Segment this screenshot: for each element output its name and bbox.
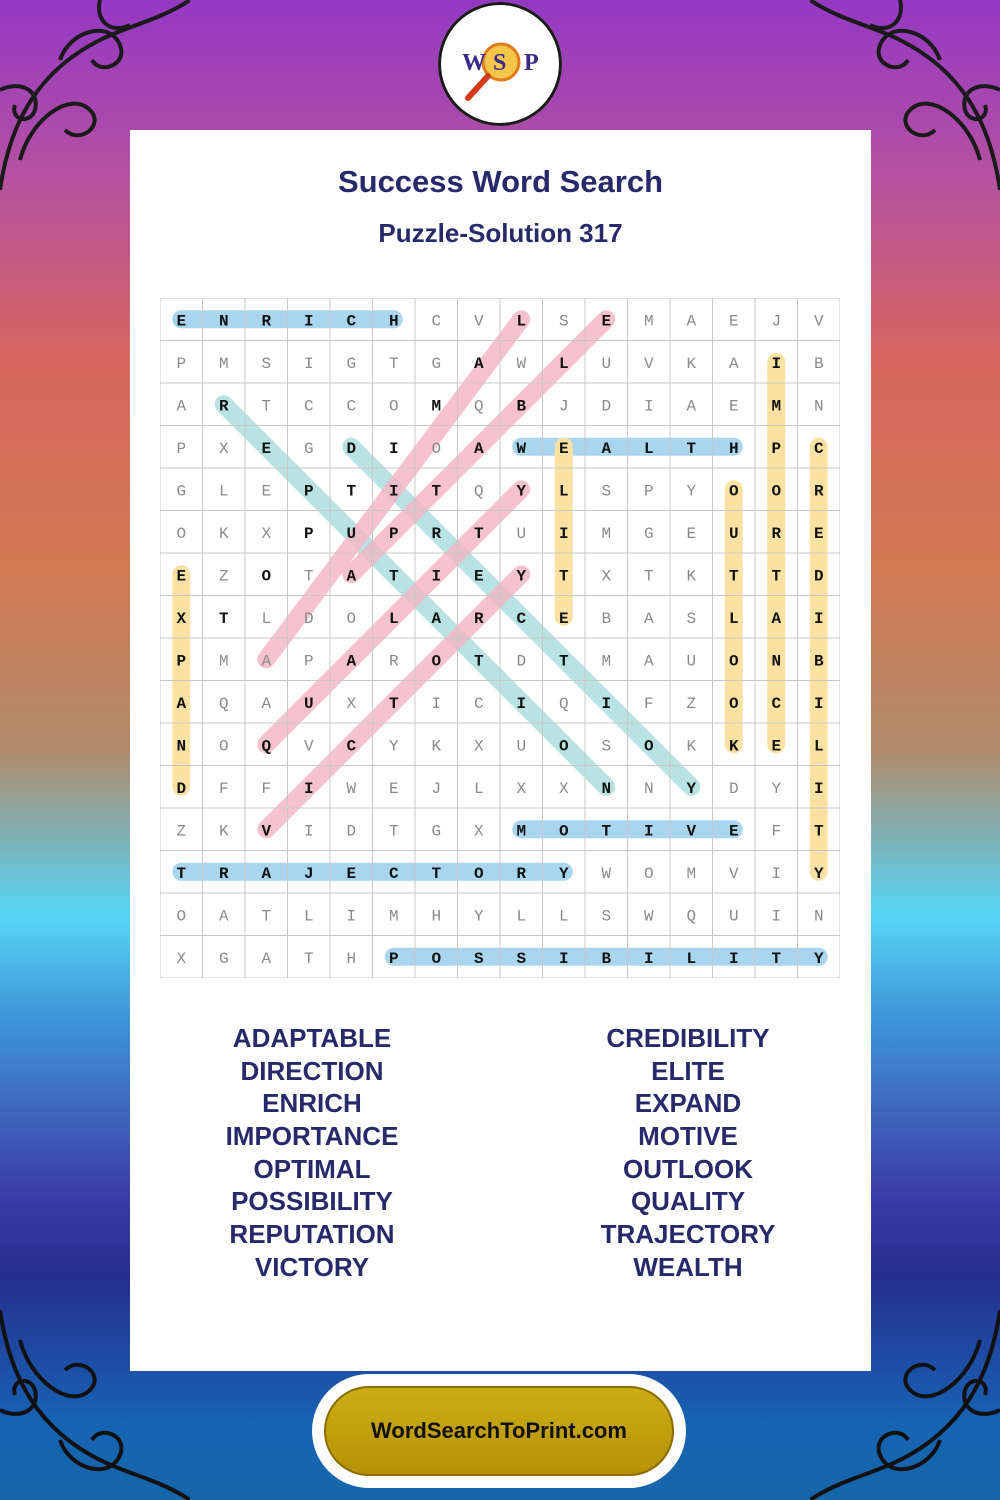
grid-cell[interactable]: K bbox=[218, 822, 229, 841]
grid-cell[interactable]: F bbox=[771, 822, 782, 841]
grid-cell[interactable]: W bbox=[516, 354, 527, 373]
grid-cell[interactable]: I bbox=[388, 482, 399, 501]
grid-cell[interactable]: J bbox=[558, 397, 569, 416]
grid-cell[interactable]: I bbox=[643, 397, 654, 416]
word-list-item: IMPORTANCE bbox=[225, 1121, 399, 1152]
grid-cell[interactable]: A bbox=[473, 439, 484, 458]
grid-cell[interactable]: I bbox=[346, 907, 357, 926]
grid-cell[interactable]: F bbox=[261, 779, 272, 798]
grid-cell[interactable]: U bbox=[516, 524, 527, 543]
grid-cell[interactable]: O bbox=[558, 737, 569, 756]
grid-cell[interactable]: C bbox=[303, 397, 314, 416]
grid-cell[interactable]: Y bbox=[686, 779, 697, 798]
grid-cell[interactable]: T bbox=[473, 652, 484, 671]
grid-cell[interactable]: A bbox=[346, 567, 357, 586]
grid-cell[interactable]: T bbox=[303, 949, 314, 968]
grid-cell[interactable]: C bbox=[346, 737, 357, 756]
grid-cell[interactable]: T bbox=[601, 822, 612, 841]
grid-cell[interactable]: O bbox=[388, 397, 399, 416]
grid-cell[interactable]: N bbox=[643, 779, 654, 798]
grid-cell[interactable]: V bbox=[303, 737, 314, 756]
grid-cell[interactable]: U bbox=[303, 694, 314, 713]
grid-cell[interactable]: X bbox=[473, 822, 484, 841]
grid-cell[interactable]: K bbox=[728, 737, 739, 756]
grid-cell[interactable]: X bbox=[516, 779, 527, 798]
grid-cell[interactable]: G bbox=[218, 949, 229, 968]
grid-cell[interactable]: O bbox=[771, 482, 782, 501]
grid-cell[interactable]: B bbox=[516, 397, 527, 416]
grid-cell[interactable]: T bbox=[261, 397, 272, 416]
word-list-item: ELITE bbox=[651, 1055, 725, 1086]
grid-cell[interactable]: T bbox=[728, 567, 739, 586]
grid-cell[interactable]: D bbox=[728, 779, 739, 798]
grid-cell[interactable]: R bbox=[771, 524, 782, 543]
grid-cell[interactable]: N bbox=[813, 907, 824, 926]
grid-cell[interactable]: Z bbox=[686, 694, 697, 713]
grid-cell[interactable]: L bbox=[303, 907, 314, 926]
grid-cell[interactable]: X bbox=[473, 737, 484, 756]
grid-cell[interactable]: K bbox=[686, 354, 697, 373]
grid-cell[interactable]: S bbox=[601, 737, 612, 756]
grid-cell[interactable]: F bbox=[643, 694, 654, 713]
grid-cell[interactable]: K bbox=[686, 737, 697, 756]
word-list-item: OUTLOOK bbox=[623, 1153, 753, 1184]
grid-cell[interactable]: U bbox=[728, 524, 739, 543]
grid-cell[interactable]: A bbox=[643, 652, 654, 671]
grid-cell[interactable]: I bbox=[303, 354, 314, 373]
grid-cell[interactable]: I bbox=[643, 949, 654, 968]
grid-cell[interactable]: D bbox=[813, 567, 824, 586]
grid-cell[interactable]: Y bbox=[558, 864, 569, 883]
grid-cell[interactable]: A bbox=[176, 694, 187, 713]
grid-cell[interactable]: E bbox=[176, 312, 187, 331]
grid-cell[interactable]: P bbox=[388, 949, 399, 968]
grid-cell[interactable]: N bbox=[176, 737, 187, 756]
grid-cell[interactable]: E bbox=[813, 524, 824, 543]
grid-cell[interactable]: H bbox=[388, 312, 399, 331]
logo-letter-w: W bbox=[462, 50, 486, 76]
grid-cell[interactable]: P bbox=[303, 652, 314, 671]
grid-cell[interactable]: O bbox=[431, 949, 442, 968]
grid-cell[interactable]: L bbox=[686, 949, 697, 968]
word-list-item: OPTIMAL bbox=[253, 1153, 371, 1184]
grid-cell[interactable]: Y bbox=[686, 482, 697, 501]
grid-cell[interactable]: R bbox=[261, 312, 272, 331]
grid-cell[interactable]: T bbox=[771, 567, 782, 586]
grid-cell[interactable]: A bbox=[261, 694, 272, 713]
grid-cell[interactable]: S bbox=[473, 949, 484, 968]
grid-cell[interactable]: A bbox=[261, 864, 272, 883]
grid-cell[interactable]: M bbox=[218, 354, 229, 373]
grid-cell[interactable]: P bbox=[388, 524, 399, 543]
grid-cell[interactable]: N bbox=[771, 652, 782, 671]
word-search-grid bbox=[160, 298, 840, 978]
grid-cell[interactable]: D bbox=[601, 397, 612, 416]
grid-cell[interactable]: Y bbox=[516, 567, 527, 586]
grid-cell[interactable]: P bbox=[771, 439, 782, 458]
grid-cell[interactable]: T bbox=[218, 609, 229, 628]
grid-cell[interactable]: R bbox=[218, 864, 229, 883]
grid-cell[interactable]: E bbox=[601, 312, 612, 331]
grid-cell[interactable]: I bbox=[771, 354, 782, 373]
grid-cell[interactable]: Q bbox=[686, 907, 697, 926]
grid-cell[interactable]: J bbox=[771, 312, 782, 331]
grid-cell[interactable]: W bbox=[601, 864, 612, 883]
grid-cell[interactable]: C bbox=[473, 694, 484, 713]
grid-cell[interactable]: Z bbox=[176, 822, 187, 841]
grid-cell[interactable]: I bbox=[813, 609, 824, 628]
grid-cell[interactable]: A bbox=[686, 312, 697, 331]
grid-cell[interactable]: N bbox=[601, 779, 612, 798]
grid-cell[interactable]: C bbox=[346, 397, 357, 416]
grid-cell[interactable]: H bbox=[431, 907, 442, 926]
grid-cell[interactable]: T bbox=[388, 694, 399, 713]
grid-cell[interactable]: A bbox=[346, 652, 357, 671]
grid-cell[interactable]: I bbox=[431, 567, 442, 586]
grid-cell[interactable]: Z bbox=[218, 567, 229, 586]
grid-cell[interactable]: T bbox=[176, 864, 187, 883]
grid-cell[interactable]: Y bbox=[516, 482, 527, 501]
grid-cell[interactable]: C bbox=[516, 609, 527, 628]
grid-cell[interactable]: D bbox=[346, 439, 357, 458]
grid-cell[interactable]: Y bbox=[388, 737, 399, 756]
grid-cell[interactable]: I bbox=[771, 907, 782, 926]
grid-cell[interactable]: E bbox=[261, 439, 272, 458]
grid-cell[interactable]: J bbox=[303, 864, 314, 883]
word-list-item: POSSIBILITY bbox=[231, 1186, 393, 1217]
word-list-item: ENRICH bbox=[262, 1088, 362, 1119]
grid-cell[interactable]: O bbox=[728, 694, 739, 713]
grid-cell[interactable]: U bbox=[601, 354, 612, 373]
grid-cell[interactable]: E bbox=[558, 439, 569, 458]
grid-cell[interactable]: O bbox=[176, 524, 187, 543]
grid-cell[interactable]: H bbox=[728, 439, 739, 458]
grid-cell[interactable]: M bbox=[388, 907, 399, 926]
grid-cell[interactable]: I bbox=[516, 694, 527, 713]
grid-cell[interactable]: T bbox=[303, 567, 314, 586]
grid-cell[interactable]: B bbox=[813, 652, 824, 671]
grid-cell[interactable]: M bbox=[771, 397, 782, 416]
grid-cell[interactable]: T bbox=[388, 567, 399, 586]
grid-cell[interactable]: I bbox=[728, 949, 739, 968]
site-link[interactable]: WordSearchToPrint.com bbox=[324, 1386, 674, 1476]
grid-cell[interactable]: O bbox=[643, 737, 654, 756]
grid-cell[interactable]: D bbox=[303, 609, 314, 628]
grid-cell[interactable]: G bbox=[431, 822, 442, 841]
grid-cell[interactable]: X bbox=[346, 694, 357, 713]
grid-cell[interactable]: I bbox=[558, 949, 569, 968]
grid-cell[interactable]: H bbox=[346, 949, 357, 968]
grid-cell[interactable]: A bbox=[261, 949, 272, 968]
grid-cell[interactable]: T bbox=[813, 822, 824, 841]
grid-cell[interactable]: X bbox=[261, 524, 272, 543]
grid-cell[interactable]: M bbox=[686, 864, 697, 883]
magnifier-logo-icon bbox=[438, 2, 562, 126]
grid-cell[interactable]: S bbox=[686, 609, 697, 628]
grid-cell[interactable]: L bbox=[261, 609, 272, 628]
grid-cell[interactable]: Q bbox=[473, 482, 484, 501]
grid-cell[interactable]: S bbox=[601, 482, 612, 501]
grid-cell[interactable]: K bbox=[686, 567, 697, 586]
grid-cell[interactable]: E bbox=[388, 779, 399, 798]
grid-cell[interactable]: T bbox=[558, 567, 569, 586]
grid-cell[interactable]: T bbox=[261, 907, 272, 926]
grid-cell[interactable]: M bbox=[218, 652, 229, 671]
word-list-item: ADAPTABLE bbox=[232, 1023, 392, 1053]
grid-cell[interactable]: B bbox=[601, 949, 612, 968]
grid-cell[interactable]: T bbox=[346, 482, 357, 501]
grid-cell[interactable]: W bbox=[516, 439, 527, 458]
grid-cell[interactable]: O bbox=[643, 864, 654, 883]
grid-cell[interactable]: I bbox=[558, 524, 569, 543]
grid-cell[interactable]: E bbox=[771, 737, 782, 756]
grid-cell[interactable]: D bbox=[346, 822, 357, 841]
grid-cell[interactable]: O bbox=[473, 864, 484, 883]
grid-cell[interactable]: Q bbox=[261, 737, 272, 756]
grid-cell[interactable]: R bbox=[388, 652, 399, 671]
grid-cell[interactable]: K bbox=[431, 737, 442, 756]
word-list-left bbox=[162, 1022, 462, 1284]
grid-cell[interactable]: V bbox=[728, 864, 739, 883]
grid-cell[interactable]: E bbox=[261, 482, 272, 501]
grid-cell[interactable]: S bbox=[601, 907, 612, 926]
grid-cell[interactable]: E bbox=[728, 312, 739, 331]
grid-cell[interactable]: U bbox=[516, 737, 527, 756]
grid-cell[interactable]: E bbox=[176, 567, 187, 586]
grid-cell[interactable]: M bbox=[601, 524, 612, 543]
grid-cell[interactable]: A bbox=[728, 354, 739, 373]
grid-cell[interactable]: K bbox=[218, 524, 229, 543]
grid-cell[interactable]: T bbox=[473, 524, 484, 543]
grid-cell[interactable]: V bbox=[813, 312, 824, 331]
grid-cell[interactable]: O bbox=[176, 907, 187, 926]
grid-cell[interactable]: V bbox=[643, 354, 654, 373]
grid-cell[interactable]: I bbox=[771, 864, 782, 883]
grid-cell[interactable]: P bbox=[176, 439, 187, 458]
grid-cell[interactable]: I bbox=[643, 822, 654, 841]
grid-cell[interactable]: N bbox=[813, 397, 824, 416]
grid-cell[interactable]: O bbox=[261, 567, 272, 586]
grid-cell[interactable]: F bbox=[218, 779, 229, 798]
grid-cell[interactable]: X bbox=[176, 609, 187, 628]
grid-cell[interactable]: T bbox=[431, 482, 442, 501]
grid-cell[interactable]: I bbox=[431, 694, 442, 713]
grid-cell[interactable]: P bbox=[303, 482, 314, 501]
grid-cell[interactable]: A bbox=[771, 609, 782, 628]
grid-cell[interactable]: A bbox=[218, 907, 229, 926]
grid-cell[interactable]: C bbox=[431, 312, 442, 331]
grid-cell[interactable]: U bbox=[346, 524, 357, 543]
grid-cell[interactable]: Y bbox=[813, 949, 824, 968]
grid-cell[interactable]: A bbox=[261, 652, 272, 671]
word-list-item: EXPAND bbox=[634, 1088, 742, 1119]
grid-cell[interactable]: Q bbox=[473, 397, 484, 416]
grid-cell[interactable]: X bbox=[558, 779, 569, 798]
grid-cell[interactable]: P bbox=[176, 354, 187, 373]
grid-cell[interactable]: P bbox=[643, 482, 654, 501]
grid-cell[interactable]: D bbox=[516, 652, 527, 671]
word-list-item: TRAJECTORY bbox=[600, 1219, 776, 1250]
grid-cell[interactable]: R bbox=[473, 609, 484, 628]
grid-cell[interactable]: U bbox=[728, 907, 739, 926]
grid-cell[interactable]: X bbox=[218, 439, 229, 458]
grid-cell[interactable]: L bbox=[813, 737, 824, 756]
grid-cell[interactable]: I bbox=[303, 822, 314, 841]
grid-cell[interactable]: Y bbox=[473, 907, 484, 926]
grid-cell[interactable]: L bbox=[516, 312, 527, 331]
grid-cell[interactable]: R bbox=[218, 397, 229, 416]
grid-cell[interactable]: B bbox=[813, 354, 824, 373]
grid-cell[interactable]: S bbox=[516, 949, 527, 968]
grid-cell[interactable]: G bbox=[346, 354, 357, 373]
grid-cell[interactable]: X bbox=[176, 949, 187, 968]
grid-cell[interactable]: O bbox=[431, 439, 442, 458]
grid-cell[interactable]: O bbox=[431, 652, 442, 671]
logo-letter-p: P bbox=[524, 50, 539, 76]
grid-cell[interactable]: R bbox=[516, 864, 527, 883]
grid-cell[interactable]: E bbox=[558, 609, 569, 628]
grid-cell[interactable]: Y bbox=[771, 779, 782, 798]
word-list-item: CREDIBILITY bbox=[606, 1023, 770, 1053]
grid-cell[interactable]: O bbox=[346, 609, 357, 628]
grid-cell[interactable]: T bbox=[388, 822, 399, 841]
grid-cell[interactable]: R bbox=[431, 524, 442, 543]
grid-cell[interactable]: O bbox=[728, 652, 739, 671]
grid-cell[interactable]: C bbox=[771, 694, 782, 713]
word-list-right bbox=[538, 1022, 838, 1284]
grid-cell[interactable]: I bbox=[303, 779, 314, 798]
grid-cell[interactable]: E bbox=[346, 864, 357, 883]
grid-cell[interactable]: E bbox=[473, 567, 484, 586]
grid-cell[interactable]: L bbox=[643, 439, 654, 458]
grid-cell[interactable]: V bbox=[261, 822, 272, 841]
grid-cell[interactable]: O bbox=[558, 822, 569, 841]
logo-letter-s: S bbox=[493, 50, 507, 76]
grid-cell[interactable]: I bbox=[303, 312, 314, 331]
grid-cell[interactable]: M bbox=[643, 312, 654, 331]
grid-cell[interactable]: J bbox=[431, 779, 442, 798]
grid-cell[interactable]: P bbox=[303, 524, 314, 543]
grid-cell[interactable]: Q bbox=[558, 694, 569, 713]
grid-cell[interactable]: A bbox=[473, 354, 484, 373]
grid-cell[interactable]: E bbox=[728, 397, 739, 416]
word-list-item: QUALITY bbox=[630, 1186, 746, 1217]
grid-cell[interactable]: W bbox=[346, 779, 357, 798]
grid-cell[interactable]: T bbox=[643, 567, 654, 586]
grid-cell[interactable]: V bbox=[686, 822, 697, 841]
grid-cell[interactable]: L bbox=[558, 354, 569, 373]
grid-cell[interactable]: A bbox=[176, 397, 187, 416]
word-list-item: REPUTATION bbox=[229, 1219, 395, 1250]
grid-cell[interactable]: E bbox=[728, 822, 739, 841]
grid-cell[interactable]: A bbox=[686, 397, 697, 416]
grid-cell[interactable]: I bbox=[813, 779, 824, 798]
grid-cell[interactable]: M bbox=[516, 822, 527, 841]
grid-cell[interactable]: G bbox=[431, 354, 442, 373]
grid-cell[interactable]: L bbox=[558, 907, 569, 926]
grid-cell[interactable]: L bbox=[516, 907, 527, 926]
grid-cell[interactable]: L bbox=[728, 609, 739, 628]
grid-cell[interactable]: S bbox=[558, 312, 569, 331]
grid-cell[interactable]: L bbox=[473, 779, 484, 798]
grid-cell[interactable]: A bbox=[431, 609, 442, 628]
grid-cell[interactable]: N bbox=[218, 312, 229, 331]
grid-cell[interactable]: I bbox=[813, 694, 824, 713]
grid-cell[interactable]: C bbox=[346, 312, 357, 331]
page-title: Success Word Search bbox=[337, 164, 664, 199]
grid-cell[interactable]: A bbox=[601, 439, 612, 458]
grid-cell[interactable]: M bbox=[431, 397, 442, 416]
grid-cell[interactable]: T bbox=[388, 354, 399, 373]
grid-cell[interactable]: U bbox=[686, 652, 697, 671]
word-list-item: MOTIVE bbox=[638, 1121, 738, 1152]
grid-cell[interactable]: E bbox=[686, 524, 697, 543]
footer-badge bbox=[312, 1374, 686, 1488]
grid-cell[interactable]: L bbox=[558, 482, 569, 501]
grid-cell[interactable]: G bbox=[176, 482, 187, 501]
word-list-item: WEALTH bbox=[633, 1251, 743, 1282]
grid-cell[interactable]: T bbox=[431, 864, 442, 883]
grid-cell[interactable]: G bbox=[643, 524, 654, 543]
grid-cell[interactable]: Q bbox=[218, 694, 229, 713]
page-subtitle: Puzzle-Solution 317 bbox=[378, 218, 623, 248]
grid-cell[interactable]: M bbox=[601, 652, 612, 671]
grid-cell[interactable]: I bbox=[601, 694, 612, 713]
wsp-logo[interactable] bbox=[438, 2, 562, 126]
grid-cell[interactable]: O bbox=[728, 482, 739, 501]
grid-cell[interactable]: O bbox=[218, 737, 229, 756]
grid-cell[interactable]: C bbox=[388, 864, 399, 883]
grid-cell[interactable]: X bbox=[601, 567, 612, 586]
grid-cell[interactable]: T bbox=[686, 439, 697, 458]
grid-cell[interactable]: I bbox=[388, 439, 399, 458]
grid-cell[interactable]: L bbox=[388, 609, 399, 628]
grid-cell[interactable]: L bbox=[218, 482, 229, 501]
grid-cell[interactable]: V bbox=[473, 312, 484, 331]
grid-cell[interactable]: Y bbox=[813, 864, 824, 883]
grid-cell[interactable]: B bbox=[601, 609, 612, 628]
grid-cell[interactable]: P bbox=[176, 652, 187, 671]
grid-cell[interactable]: T bbox=[558, 652, 569, 671]
grid-cell[interactable]: T bbox=[771, 949, 782, 968]
grid-cell[interactable]: A bbox=[643, 609, 654, 628]
grid-cell[interactable]: C bbox=[813, 439, 824, 458]
grid-cell[interactable]: S bbox=[261, 354, 272, 373]
grid-cell[interactable]: W bbox=[643, 907, 654, 926]
word-list-item: VICTORY bbox=[254, 1251, 370, 1282]
grid-cell[interactable]: D bbox=[176, 779, 187, 798]
grid-cell[interactable]: R bbox=[813, 482, 824, 501]
grid-cell[interactable]: G bbox=[303, 439, 314, 458]
word-list-item: DIRECTION bbox=[240, 1055, 384, 1086]
